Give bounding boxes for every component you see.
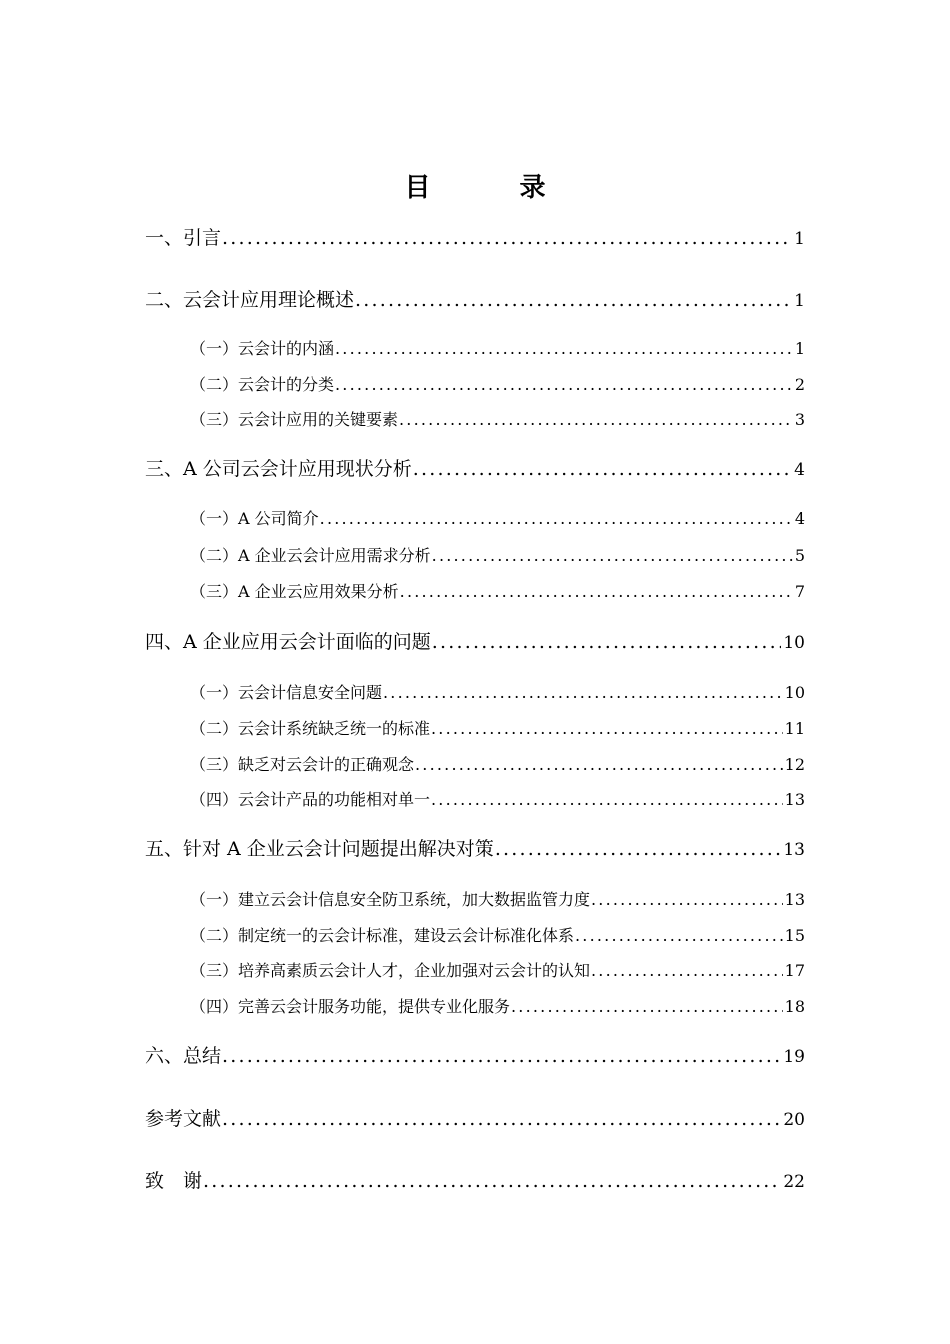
toc-entry[interactable] — [190, 542, 805, 570]
toc-leader-dots — [222, 1042, 781, 1070]
toc-entry[interactable] — [190, 993, 805, 1021]
toc-entry-page: 10 — [784, 683, 805, 702]
toc-entry[interactable] — [145, 835, 805, 864]
toc-entry-page: 13 — [784, 890, 805, 909]
toc-entry-text: 五、针对 A 企业云会计问题提出解决对策 — [145, 838, 494, 860]
toc-entry-page: 1 — [794, 291, 805, 311]
toc-entry-page: 2 — [794, 375, 805, 394]
toc-entry-page: 3 — [794, 410, 805, 429]
toc-leader-dots — [399, 406, 793, 434]
toc-entry-text: （一）云会计的内涵 — [190, 339, 335, 358]
toc-entry-text: （三）A 企业云应用效果分析 — [190, 582, 399, 601]
toc-entry-text: （四）完善云会计服务功能，提供专业化服务 — [190, 997, 511, 1016]
toc-entry[interactable] — [190, 679, 805, 707]
toc-entry-text: 致 谢 — [145, 1170, 203, 1192]
toc-leader-dots — [511, 993, 783, 1021]
toc-entry-page: 1 — [794, 339, 805, 358]
toc-leader-dots — [431, 786, 783, 814]
toc-entry-text: 六、总结 — [145, 1045, 222, 1067]
toc-entry-page: 15 — [784, 926, 805, 945]
toc-entry-text: 二、云会计应用理论概述 — [145, 289, 355, 311]
toc-entry-text: （一）云会计信息安全问题 — [190, 683, 383, 702]
toc-leader-dots — [400, 578, 793, 606]
toc-entry-text: （一）A 公司简介 — [190, 509, 319, 528]
toc-entry[interactable] — [190, 335, 805, 363]
toc-entry[interactable] — [145, 286, 805, 315]
toc-entry-text: 四、A 企业应用云会计面临的问题 — [145, 631, 431, 653]
toc-leader-dots — [320, 505, 793, 533]
toc-entry-text: （二）A 企业云会计应用需求分析 — [190, 546, 431, 565]
toc-leader-dots — [222, 1105, 781, 1133]
toc-entry[interactable] — [190, 886, 805, 914]
toc-leader-dots — [335, 335, 793, 363]
toc-entry-text: （二）云会计的分类 — [190, 375, 335, 394]
toc-entry[interactable] — [190, 715, 805, 743]
toc-leader-dots — [203, 1167, 781, 1195]
toc-entry-page: 13 — [783, 840, 805, 860]
toc-entry[interactable] — [145, 224, 805, 253]
toc-leader-dots — [591, 886, 783, 914]
toc-entry-page: 5 — [794, 546, 805, 565]
toc-entry[interactable] — [190, 371, 805, 399]
toc-entry[interactable] — [190, 406, 805, 434]
toc-leader-dots — [355, 286, 792, 314]
toc-leader-dots — [415, 751, 783, 779]
toc-entry[interactable] — [145, 455, 805, 484]
toc-entry-page: 22 — [783, 1172, 805, 1192]
toc-entry-page: 13 — [784, 790, 805, 809]
toc-entry-text: （二）云会计系统缺乏统一的标准 — [190, 719, 431, 738]
toc-entry-text: （一）建立云会计信息安全防卫系统，加大数据监管力度 — [190, 890, 591, 909]
toc-leader-dots — [591, 957, 783, 985]
toc-leader-dots — [383, 679, 783, 707]
toc-entry-page: 7 — [794, 582, 805, 601]
toc-leader-dots — [495, 835, 782, 863]
toc-leader-dots — [575, 922, 783, 950]
toc-leader-dots — [431, 715, 783, 743]
toc-leader-dots — [222, 224, 792, 252]
toc-entry-page: 19 — [783, 1047, 805, 1067]
toc-leader-dots — [432, 542, 793, 570]
toc-entry-page: 4 — [794, 509, 805, 528]
toc-entry[interactable] — [145, 1105, 805, 1134]
toc-entry-text: （三）缺乏对云会计的正确观念 — [190, 755, 415, 774]
toc-entry-page: 17 — [784, 961, 805, 980]
toc-title: 目 录 — [404, 173, 586, 203]
toc-leader-dots — [432, 628, 782, 656]
toc-leader-dots — [413, 455, 792, 483]
toc-entry[interactable] — [190, 505, 805, 533]
toc-entry-page: 11 — [784, 719, 805, 738]
toc-entry[interactable] — [190, 751, 805, 779]
toc-entry-page: 4 — [794, 460, 805, 480]
toc-entry-text: （三）云会计应用的关键要素 — [190, 410, 399, 429]
toc-entry-text: （四）云会计产品的功能相对单一 — [190, 790, 431, 809]
toc-entry-text: 参考文献 — [145, 1108, 222, 1130]
toc-entry[interactable] — [145, 1042, 805, 1071]
toc-entry-text: 一、引言 — [145, 227, 222, 249]
toc-entry[interactable] — [190, 786, 805, 814]
toc-leader-dots — [335, 371, 793, 399]
toc-entry-page: 20 — [783, 1110, 805, 1130]
toc-entry-text: （三）培养高素质云会计人才，企业加强对云会计的认知 — [190, 961, 591, 980]
toc-entry[interactable] — [145, 1167, 805, 1196]
toc-entry[interactable] — [190, 578, 805, 606]
toc-entry-text: 三、A 公司云会计应用现状分析 — [145, 458, 412, 480]
toc-entry-page: 18 — [784, 997, 805, 1016]
toc-entry[interactable] — [190, 922, 805, 950]
toc-entry-page: 12 — [784, 755, 805, 774]
toc-entry-text: （二）制定统一的云会计标准，建设云会计标准化体系 — [190, 926, 575, 945]
toc-entry-page: 10 — [783, 633, 805, 653]
toc-entry[interactable] — [145, 628, 805, 657]
toc-entry[interactable] — [190, 957, 805, 985]
toc-entry-page: 1 — [794, 229, 805, 249]
